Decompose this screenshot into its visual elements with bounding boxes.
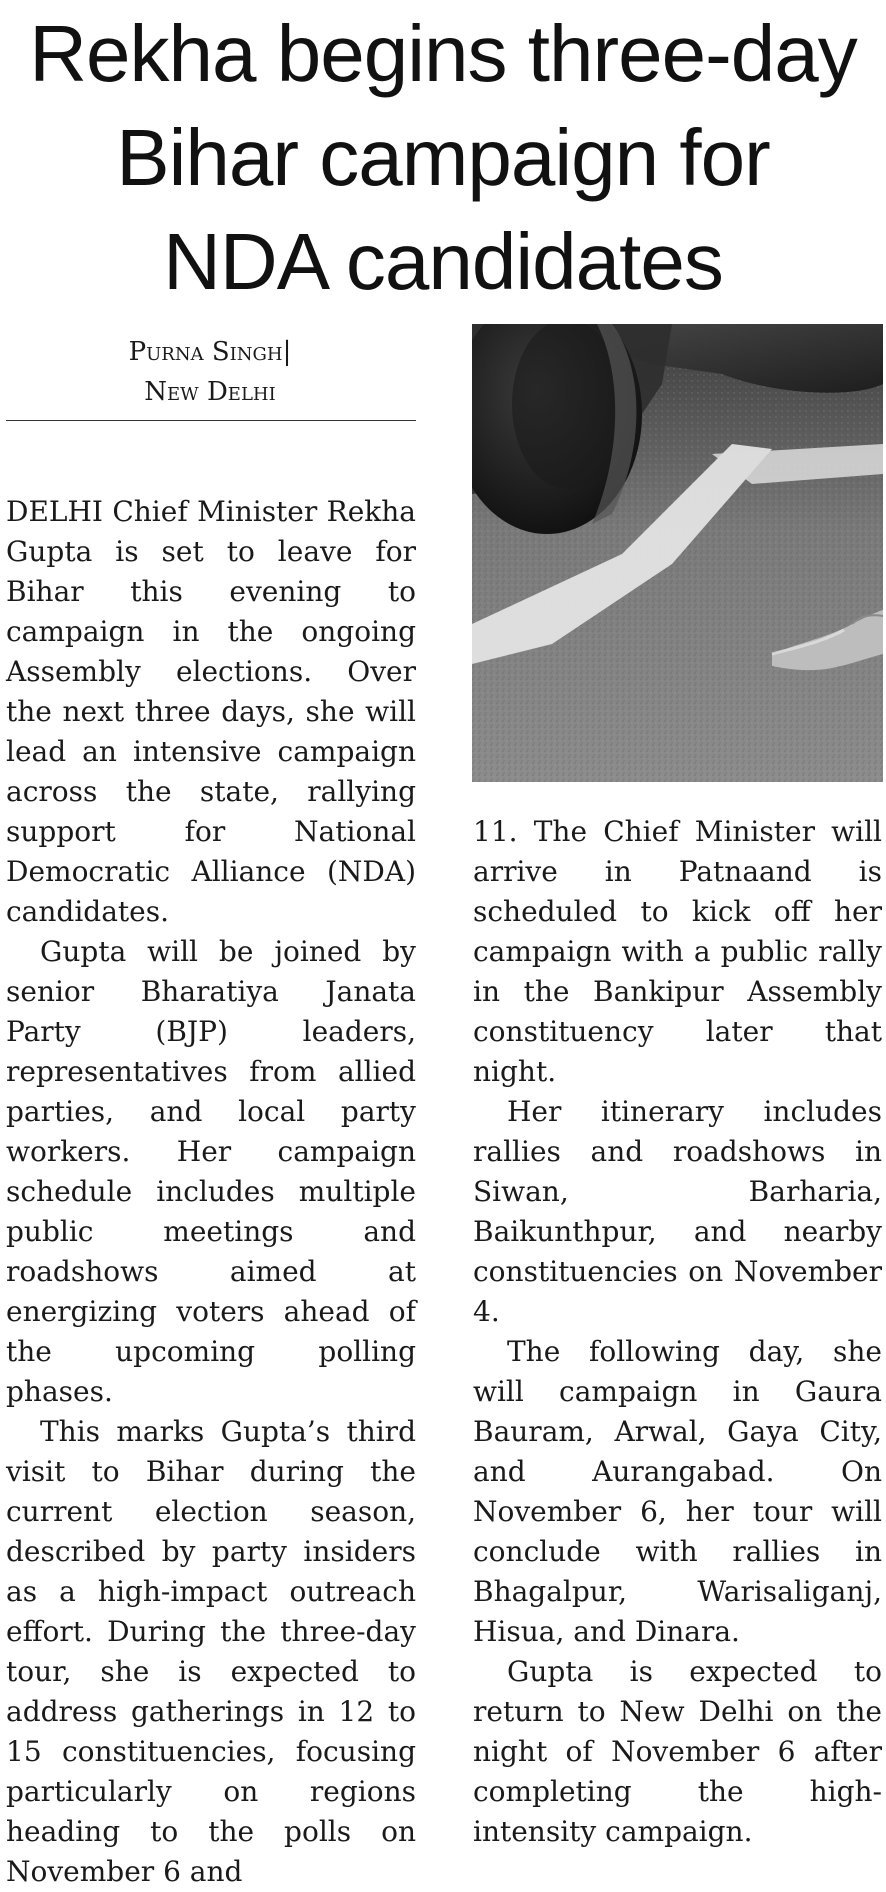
article-column-left: [6, 492, 416, 1892]
headline-line: Rekha begins three-day: [29, 9, 857, 98]
byline-author: Purna Singh|: [128, 337, 292, 367]
paragraph: Her itinerary includes rallies and roadshows in Siwan, Barharia, Baikunthpur, and nearby constituencies on November 4.: [473, 1095, 882, 1328]
byline: [6, 332, 414, 412]
headline: [0, 0, 886, 314]
paragraph: Gupta is expected to return to New Delhi on the night of November 6 after completing the high-intensity campaign.: [473, 1655, 882, 1848]
headline-line: NDA candidates: [163, 217, 723, 306]
accident-scene-photo: [472, 324, 883, 782]
paragraph: Gupta will be joined by senior Bharatiya Janata Party (BJP) leaders, representatives from allied parties, and local party workers. Her campaign schedule includes multiple public meetings and roadshows aimed at energizing voters ahead of the upcoming polling phases.: [6, 935, 416, 1408]
paragraph: DELHI Chief Minister Rekha Gupta is set to leave for Bihar this evening to campaign in the ongoing Assembly elections. Over the next three days, she will lead an intensive campaign across the state, rallying support for National Democratic Alliance (NDA) candidates.: [6, 495, 416, 928]
byline-location: New Delhi: [144, 377, 276, 407]
paragraph: This marks Gupta’s third visit to Bihar during the current election season, described by party insiders as a high-impact outreach effort. During the three-day tour, she is expected to address gatherings in 12 to 15 constituencies, focusing particularly on regions heading to the polls on November 6 and: [6, 1415, 416, 1888]
paragraph: 11. The Chief Minister will arrive in Patnaand is scheduled to kick off her campaign with a public rally in the Bankipur Assembly constituency later that night.: [473, 815, 882, 1088]
article-column-right: [473, 812, 882, 1852]
paragraph: The following day, she will campaign in Gaura Bauram, Arwal, Gaya City, and Aurangabad. On November 6, her tour will conclude with rallies in Bhagalpur, Warisaliganj, Hisua, and Dinara.: [473, 1335, 882, 1648]
byline-divider: [6, 420, 416, 421]
headline-line: Bihar campaign for: [116, 113, 770, 202]
photo-illustration: [472, 324, 883, 782]
